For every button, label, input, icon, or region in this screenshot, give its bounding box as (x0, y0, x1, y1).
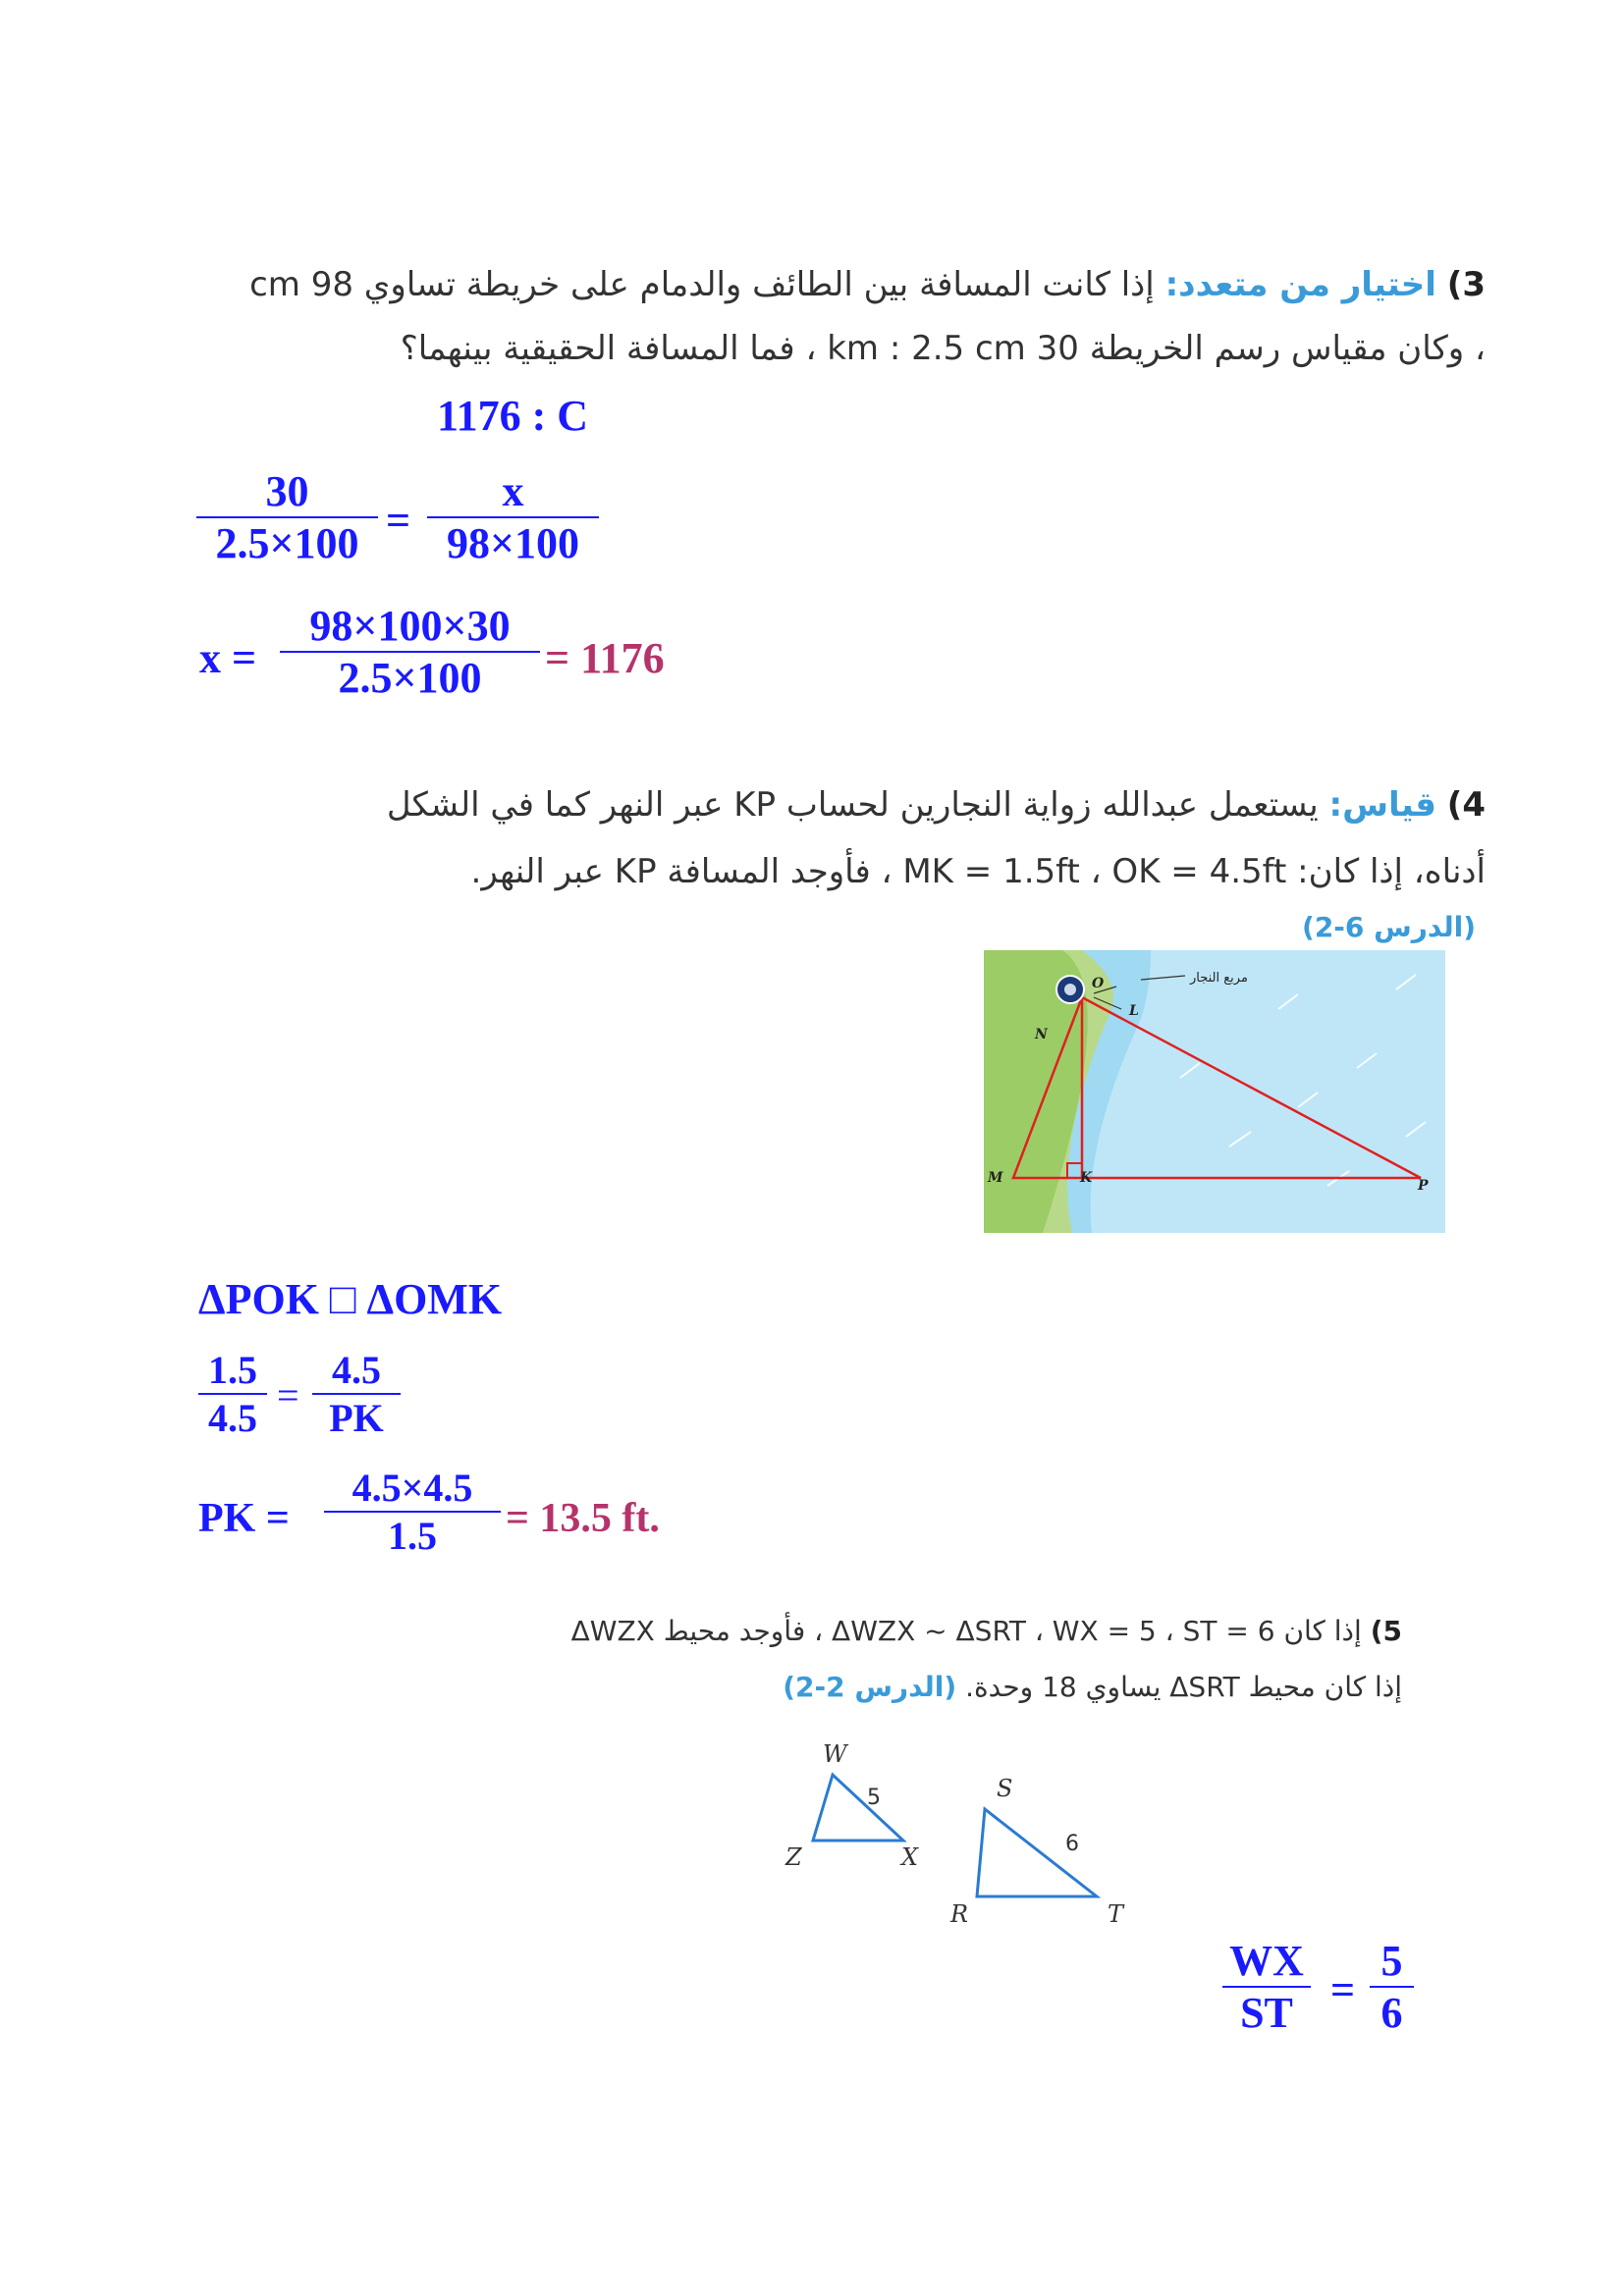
triangles-figure (766, 1728, 1159, 1924)
q4-fraction2-denominator: PK (329, 1396, 384, 1440)
q4-similarity: ΔPOK □ ΔOMK (198, 1275, 503, 1323)
q3-result: = 1176 (545, 634, 665, 682)
q5-lesson: (الدرس 2-2) (783, 1671, 957, 1703)
q5-text-line1: إذا كان ΔWZX ~ ΔSRT ، WX = 5 ، ST = 6 ، فأوجد محيط ΔWZX (570, 1615, 1362, 1647)
side-st-label: 6 (1065, 1832, 1079, 1856)
q5-line1 (126, 1615, 1402, 1647)
q4-fraction2 (312, 1347, 401, 1441)
q4-fraction1-numerator: 1.5 (208, 1348, 257, 1392)
q3-fraction1 (196, 466, 378, 568)
q3-line1 (111, 265, 1486, 304)
point-o-label: O (1092, 976, 1105, 991)
q3-fraction3 (280, 601, 540, 703)
river-figure (984, 950, 1445, 1233)
q3-keyword: اختيار من متعدد: (1164, 265, 1436, 304)
q4-number: 4) (1446, 785, 1486, 825)
side-wx-label: 5 (867, 1786, 881, 1810)
q4-eq-sign: = (277, 1373, 299, 1417)
q3-text-line2: ، وكان مقياس رسم الخريطة 30 km : 2.5 cm ، فما المسافة الحقيقية بينهما؟ (400, 329, 1486, 368)
q3-fraction1-numerator: 30 (265, 467, 309, 515)
q5-fraction2-denominator: 6 (1380, 1989, 1403, 2037)
q3-text-line1: إذا كانت المسافة بين الطائف والدمام على خريطة تساوي 98 cm (249, 265, 1155, 304)
point-n-label: N (1035, 1027, 1048, 1042)
q3-fraction3-denominator: 2.5×100 (338, 654, 482, 702)
carpenter-square-label: مربع النجار (1190, 971, 1248, 986)
vertex-s-label: S (997, 1775, 1013, 1802)
q5-number: 5) (1370, 1615, 1402, 1647)
q4-line2 (111, 852, 1486, 891)
triangle-wzx (813, 1775, 903, 1841)
vertex-z-label: Z (785, 1843, 802, 1871)
person-icon (1064, 984, 1076, 995)
vertex-w-label: W (823, 1740, 847, 1768)
q3-eq-sign: = (386, 497, 411, 545)
q4-fraction1 (198, 1347, 267, 1441)
q4-result: = 13.5 ft. (506, 1496, 660, 1541)
vertex-r-label: R (950, 1900, 969, 1924)
point-k-label: K (1080, 1170, 1093, 1186)
q4-keyword: قياس: (1328, 785, 1436, 825)
q3-answer: 1176 : C (437, 392, 588, 440)
q5-fraction1-denominator: ST (1240, 1989, 1293, 2037)
q3-fraction2 (427, 466, 599, 568)
q3-line2 (111, 329, 1486, 368)
q3-x-label: x = (199, 634, 257, 682)
q4-text-line1: يستعمل عبدالله زواية النجارين لحساب KP عبر النهر كما في الشكل (386, 785, 1319, 825)
q5-fraction2-numerator: 5 (1380, 1937, 1403, 1985)
point-p-label: P (1418, 1178, 1429, 1194)
q5-line2 (126, 1671, 1402, 1703)
q4-fraction2-numerator: 4.5 (332, 1348, 381, 1392)
q5-text-line2: إذا كان محيط ΔSRT يساوي 18 وحدة. (965, 1671, 1402, 1703)
vertex-t-label: T (1108, 1900, 1124, 1924)
q4-fraction3-denominator: 1.5 (388, 1514, 437, 1558)
vertex-x-label: X (901, 1843, 919, 1871)
q4-lesson: (الدرس 6-2) (1302, 911, 1476, 943)
q3-fraction2-denominator: 98×100 (446, 519, 580, 567)
q4-fraction3 (324, 1465, 501, 1559)
q3-number: 3) (1446, 265, 1486, 304)
point-l-label: L (1129, 1003, 1139, 1019)
q5-fraction1-numerator: WX (1229, 1937, 1304, 1985)
q5-eq-sign: = (1330, 1966, 1356, 2014)
q3-fraction3-numerator: 98×100×30 (309, 602, 511, 650)
q4-text-line2: أدناه، إذا كان: MK = 1.5ft ، OK = 4.5ft ، فأوجد المسافة KP عبر النهر. (470, 852, 1486, 891)
q4-fraction1-denominator: 4.5 (208, 1396, 257, 1440)
q4-fraction3-numerator: 4.5×4.5 (352, 1466, 473, 1510)
q3-fraction1-denominator: 2.5×100 (215, 519, 359, 567)
q5-fraction2 (1370, 1936, 1414, 2038)
q4-pk-label: PK = (198, 1496, 290, 1541)
point-m-label: M (988, 1170, 1003, 1186)
q4-line1 (111, 785, 1486, 825)
q5-fraction1 (1222, 1936, 1311, 2038)
q3-fraction2-numerator: x (502, 467, 524, 515)
